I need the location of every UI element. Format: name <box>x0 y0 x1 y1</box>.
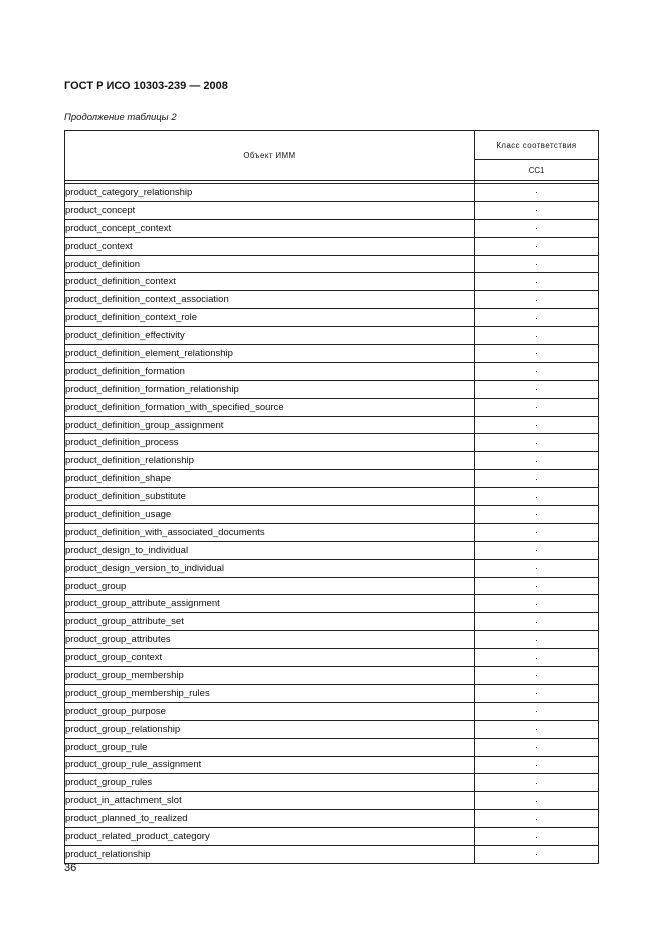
entity-name: product_definition_formation <box>65 362 475 380</box>
entity-name: product_definition_element_relationship <box>65 345 475 363</box>
cc1-mark: · <box>475 631 599 649</box>
table-row <box>65 470 599 488</box>
page-number: 36 <box>64 862 77 874</box>
table-row <box>65 595 599 613</box>
column-header-class: Класс соответствия <box>475 131 599 160</box>
table-row <box>65 649 599 667</box>
table-caption: Продолжение таблицы 2 <box>64 112 177 123</box>
table-row <box>65 506 599 524</box>
cc1-mark: · <box>475 810 599 828</box>
table-row <box>65 255 599 273</box>
cc1-mark: · <box>475 237 599 255</box>
table-row <box>65 613 599 631</box>
table-row <box>65 237 599 255</box>
entity-name: product_group_membership_rules <box>65 684 475 702</box>
entity-name: product_concept_context <box>65 219 475 237</box>
table-row <box>65 380 599 398</box>
entity-name: product_context <box>65 237 475 255</box>
column-header-object: Объект ИММ <box>65 131 475 181</box>
entity-name: product_definition_usage <box>65 506 475 524</box>
entity-name: product_design_version_to_individual <box>65 559 475 577</box>
column-header-cc1: CC1 <box>475 160 599 181</box>
cc1-mark: · <box>475 309 599 327</box>
cc1-mark: · <box>475 434 599 452</box>
cc1-mark: · <box>475 559 599 577</box>
cc1-mark: · <box>475 362 599 380</box>
entity-name: product_group_relationship <box>65 720 475 738</box>
entity-name: product_definition_context_association <box>65 291 475 309</box>
table-row <box>65 667 599 685</box>
table-row <box>65 345 599 363</box>
cc1-mark: · <box>475 380 599 398</box>
cc1-mark: · <box>475 273 599 291</box>
table-row <box>65 738 599 756</box>
table-row <box>65 702 599 720</box>
cc1-mark: · <box>475 649 599 667</box>
entity-name: product_group <box>65 577 475 595</box>
entity-name: product_group_attribute_assignment <box>65 595 475 613</box>
entity-name: product_concept <box>65 201 475 219</box>
cc1-mark: · <box>475 828 599 846</box>
cc1-mark: · <box>475 201 599 219</box>
conformance-table <box>64 130 599 864</box>
entity-name: product_definition_context_role <box>65 309 475 327</box>
table-row <box>65 523 599 541</box>
entity-name: product_group_purpose <box>65 702 475 720</box>
table-row <box>65 452 599 470</box>
cc1-mark: · <box>475 702 599 720</box>
cc1-mark: · <box>475 488 599 506</box>
cc1-mark: · <box>475 523 599 541</box>
entity-name: product_related_product_category <box>65 828 475 846</box>
table-row <box>65 184 599 202</box>
entity-name: product_definition_formation_relationship <box>65 380 475 398</box>
cc1-mark: · <box>475 577 599 595</box>
table-row <box>65 362 599 380</box>
cc1-mark: · <box>475 327 599 345</box>
entity-name: product_definition_shape <box>65 470 475 488</box>
table-row <box>65 309 599 327</box>
table-row <box>65 720 599 738</box>
entity-name: product_definition_context <box>65 273 475 291</box>
table-row <box>65 219 599 237</box>
entity-name: product_group_attributes <box>65 631 475 649</box>
table-row <box>65 756 599 774</box>
cc1-mark: · <box>475 774 599 792</box>
entity-name: product_group_membership <box>65 667 475 685</box>
entity-name: product_group_rule <box>65 738 475 756</box>
table-row <box>65 201 599 219</box>
table-row <box>65 845 599 863</box>
entity-name: product_design_to_individual <box>65 541 475 559</box>
cc1-mark: · <box>475 667 599 685</box>
table-row <box>65 577 599 595</box>
table-body <box>65 184 599 864</box>
cc1-mark: · <box>475 255 599 273</box>
cc1-mark: · <box>475 613 599 631</box>
entity-name: product_group_rules <box>65 774 475 792</box>
table-row <box>65 541 599 559</box>
entity-name: product_definition_substitute <box>65 488 475 506</box>
table-row <box>65 327 599 345</box>
table-row <box>65 792 599 810</box>
table-row <box>65 416 599 434</box>
table-row <box>65 631 599 649</box>
entity-name: product_definition_process <box>65 434 475 452</box>
cc1-mark: · <box>475 595 599 613</box>
cc1-mark: · <box>475 684 599 702</box>
table-row <box>65 273 599 291</box>
cc1-mark: · <box>475 792 599 810</box>
entity-name: product_category_relationship <box>65 184 475 202</box>
cc1-mark: · <box>475 416 599 434</box>
entity-name: product_definition <box>65 255 475 273</box>
table-row <box>65 684 599 702</box>
cc1-mark: · <box>475 541 599 559</box>
entity-name: product_group_attribute_set <box>65 613 475 631</box>
entity-name: product_definition_effectivity <box>65 327 475 345</box>
table-row <box>65 828 599 846</box>
cc1-mark: · <box>475 506 599 524</box>
entity-name: product_definition_with_associated_documents <box>65 523 475 541</box>
entity-name: product_relationship <box>65 845 475 863</box>
cc1-mark: · <box>475 845 599 863</box>
cc1-mark: · <box>475 756 599 774</box>
cc1-mark: · <box>475 720 599 738</box>
table-row <box>65 488 599 506</box>
entity-name: product_group_rule_assignment <box>65 756 475 774</box>
cc1-mark: · <box>475 184 599 202</box>
entity-name: product_in_attachment_slot <box>65 792 475 810</box>
table-row <box>65 774 599 792</box>
cc1-mark: · <box>475 398 599 416</box>
cc1-mark: · <box>475 470 599 488</box>
table-row <box>65 398 599 416</box>
entity-name: product_group_context <box>65 649 475 667</box>
table-row <box>65 810 599 828</box>
table-row <box>65 559 599 577</box>
table-row <box>65 291 599 309</box>
cc1-mark: · <box>475 345 599 363</box>
document-header: ГОСТ Р ИСО 10303-239 — 2008 <box>64 80 228 92</box>
cc1-mark: · <box>475 738 599 756</box>
cc1-mark: · <box>475 452 599 470</box>
entity-name: product_definition_relationship <box>65 452 475 470</box>
entity-name: product_definition_group_assignment <box>65 416 475 434</box>
cc1-mark: · <box>475 291 599 309</box>
table-row <box>65 434 599 452</box>
entity-name: product_planned_to_realized <box>65 810 475 828</box>
entity-name: product_definition_formation_with_specified_source <box>65 398 475 416</box>
cc1-mark: · <box>475 219 599 237</box>
